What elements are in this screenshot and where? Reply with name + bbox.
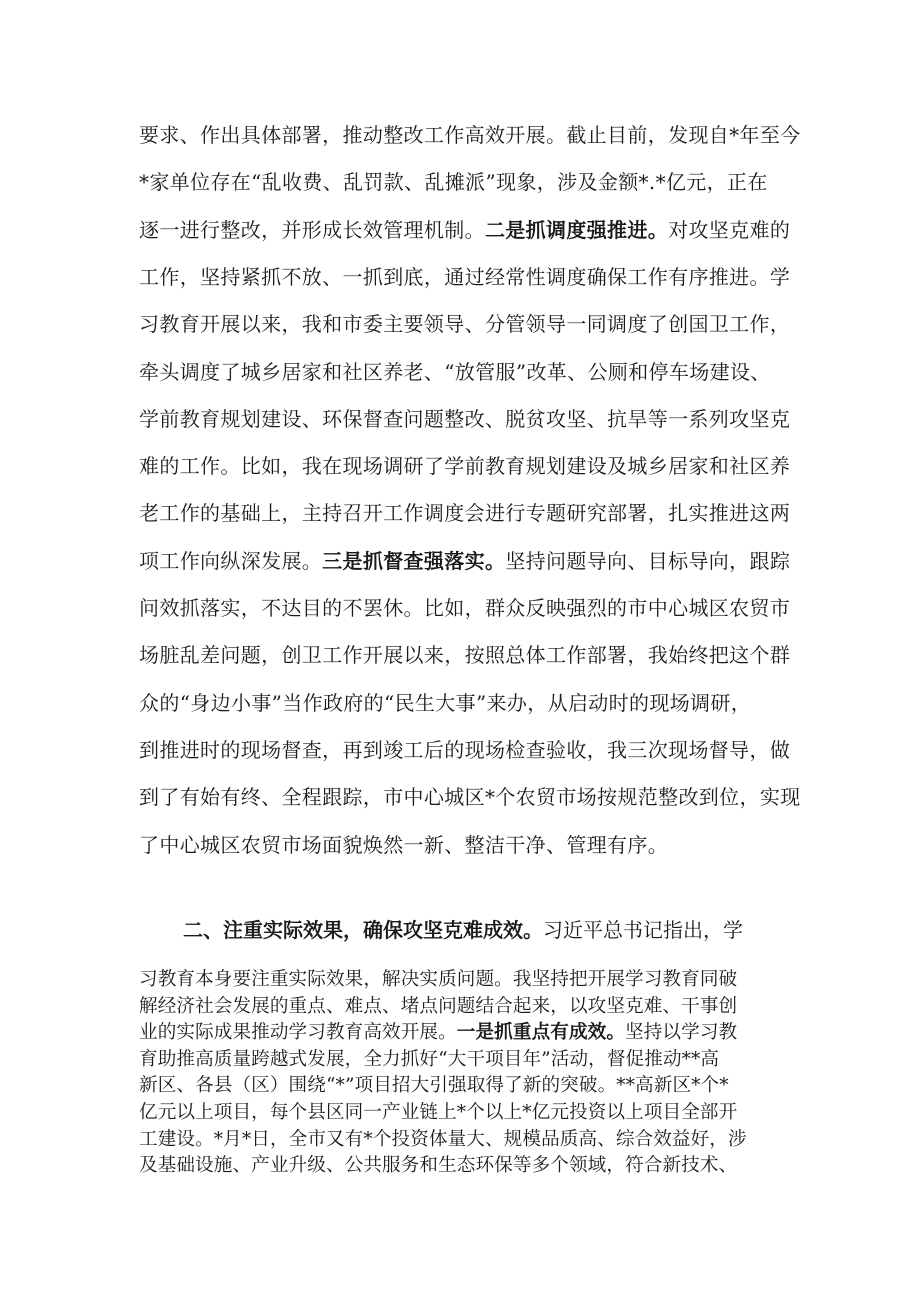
- text-line: [139, 641, 790, 669]
- text-line: [139, 831, 668, 859]
- text-run: 逐一进行整改，并形成长效管理机制。: [139, 217, 485, 242]
- text-line: [139, 216, 790, 244]
- text-run: 新区、各县（区）围绕“*”项目招大引强取得了新的突破。**高新区*个*: [139, 1075, 729, 1097]
- text-run: 及基础设施、产业升级、公共服务和生态环保等多个领域，符合新技术、: [139, 1155, 738, 1177]
- text-run: 到推进时的现场督查，再到竣工后的现场检查验收，我三次现场督导，做: [139, 737, 791, 762]
- text-line: [139, 499, 790, 527]
- text-run: 了中心城区农贸市场面貌焕然一新、整洁干净、管理有序。: [139, 832, 669, 857]
- text-run: 工建设。*月*日，全市又有*个投资体量大、规模品质高、综合效益好，涉: [139, 1128, 747, 1150]
- text-line: [139, 1101, 737, 1125]
- text-run: 要求、作出具体部署，推动整改工作高效开展。截止目前，发现自*年至今: [139, 123, 801, 147]
- text-line: [139, 995, 737, 1019]
- text-run: 习教育本身要注重实际效果，解决实质问题。我坚持把开展学习教育同破: [139, 969, 738, 990]
- section-heading-bold: 二、注重实际效果，确保攻坚克难成效。: [183, 918, 543, 942]
- text-run: 坚持问题导向、目标导向，跟踪: [505, 548, 791, 573]
- section-heading-text: 习近平总书记指出，学: [543, 918, 743, 942]
- text-run: 坚持以学习教: [625, 1022, 738, 1044]
- text-run: 习教育开展以来，我和市委主要领导、分管领导一同调度了创国卫工作，: [139, 312, 791, 337]
- text-line: [139, 547, 790, 575]
- text-run: 解经济社会发展的重点、难点、堵点问题结合起来，以攻坚克难、干事创: [139, 995, 738, 1017]
- text-run: 难的工作。比如，我在现场调研了学前教育规划建设及城乡居家和社区养: [139, 454, 791, 479]
- text-run: 对攻坚克难的: [668, 217, 791, 242]
- text-line: [139, 783, 801, 811]
- text-run: 到了有始有终、全程跟踪，市中心城区*个农贸市场按规范整改到位，实现: [139, 785, 801, 810]
- bold-phrase: 二是抓调度强推进。: [484, 217, 669, 242]
- text-run: 场脏乱差问题，创卫工作开展以来，按照总体工作部署，我始终把这个群: [139, 643, 791, 668]
- text-line: [139, 1074, 729, 1098]
- text-line: [139, 689, 751, 717]
- text-line: [139, 168, 768, 196]
- text-line: [139, 263, 790, 291]
- text-run: 工作，坚持紧抓不放、一抓到底，通过经常性调度确保工作有序推进。学: [139, 264, 791, 289]
- text-line: [139, 594, 790, 622]
- text-line: [139, 1048, 719, 1072]
- text-line: [139, 1128, 747, 1152]
- text-run: 学前教育规划建设、环保督查问题整改、脱贫攻坚、抗旱等一系列攻坚克: [139, 406, 791, 431]
- text-run: *家单位存在“乱收费、乱罚款、乱摊派”现象，涉及金额*.*亿元，正在: [139, 170, 768, 195]
- text-line: [139, 405, 790, 433]
- text-line: [139, 358, 771, 386]
- bold-phrase: 三是抓督查强落实。: [322, 548, 506, 573]
- text-run: 项工作向纵深发展。: [139, 548, 323, 573]
- text-run: 众的“身边小事”当作政府的“民生大事”来办，从启动时的现场调研，: [139, 690, 752, 715]
- text-run: 亿元以上项目，每个县区同一产业链上*个以上*亿元投资以上项目全部开: [139, 1102, 738, 1123]
- text-line: [139, 736, 790, 764]
- text-run: 问效抓落实，不达目的不罢休。比如，群众反映强烈的市中心城区农贸市: [139, 596, 791, 620]
- text-run: 老工作的基础上，主持召开工作调度会进行专题研究部署，扎实推进这两: [139, 501, 791, 526]
- section-heading: [183, 916, 743, 944]
- text-line: [139, 121, 801, 149]
- bold-phrase: 一是抓重点有成效。: [456, 1022, 626, 1044]
- text-run: 牵头调度了城乡居家和社区养老、“放管服”改革、公厕和停车场建设、: [139, 359, 771, 384]
- text-run: 业的实际成果推动学习教育高效开展。: [139, 1022, 457, 1044]
- text-line: [139, 1021, 737, 1045]
- text-line: [139, 968, 737, 992]
- text-line: [139, 1154, 737, 1178]
- text-line: [139, 452, 790, 480]
- text-line: [139, 310, 790, 338]
- text-run: 育助推高质量跨越式发展，全力抓好“大干项目年”活动，督促推动**高: [139, 1048, 720, 1070]
